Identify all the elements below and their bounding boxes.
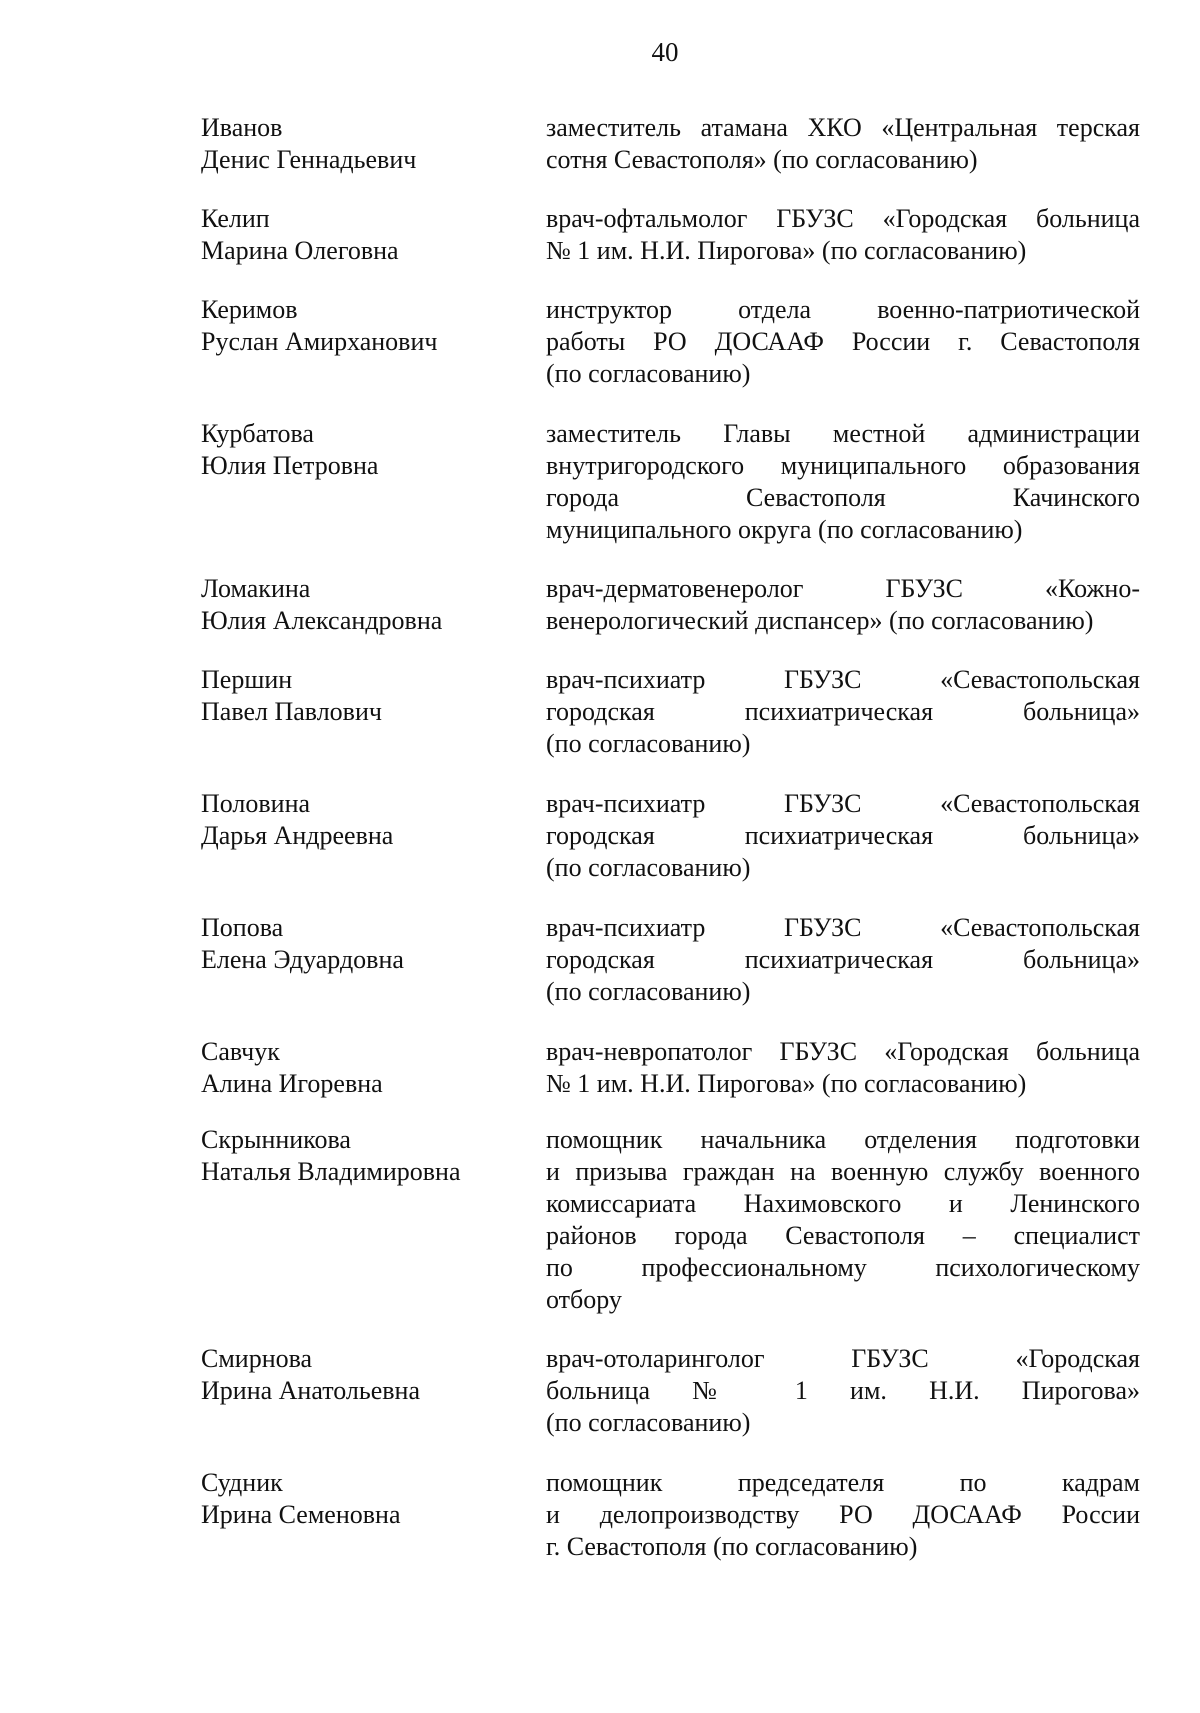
position-text-line: (по согласованию) <box>546 977 751 1006</box>
member-given-names: Наталья Владимировна <box>201 1157 461 1186</box>
member-name <box>201 203 546 267</box>
member-name <box>201 912 546 976</box>
member-name <box>201 664 546 728</box>
member-given-names: Елена Эдуардовна <box>201 945 404 974</box>
member-given-names: Марина Олеговна <box>201 236 399 265</box>
member-surname: Келип <box>201 204 270 233</box>
member-name <box>201 1343 546 1407</box>
position-text-line: городская психиатрическая больница» <box>546 821 1140 850</box>
member-given-names: Ирина Семеновна <box>201 1500 401 1529</box>
roster-entry <box>201 1467 1141 1563</box>
position-text-line: комиссариата Нахимовского и Ленинского <box>546 1189 1140 1218</box>
member-position <box>546 573 1140 637</box>
member-position <box>546 664 1140 760</box>
position-text-line: (по согласованию) <box>546 853 751 882</box>
roster-entry <box>201 912 1141 1008</box>
position-text-line: № 1 им. Н.И. Пирогова» (по согласованию) <box>546 236 1027 265</box>
position-text-line: заместитель атамана ХКО «Центральная терская <box>546 113 1140 142</box>
member-surname: Смирнова <box>201 1344 313 1373</box>
position-text-line: врач-отоларинголог ГБУЗС «Городская <box>546 1344 1140 1373</box>
position-text-line: заместитель Главы местной администрации <box>546 419 1140 448</box>
member-roster <box>201 112 1141 1563</box>
position-text-line: помощник председателя по кадрам <box>546 1468 1140 1497</box>
member-name <box>201 418 546 482</box>
position-text-line: отбору <box>546 1285 622 1314</box>
member-position <box>546 203 1140 267</box>
member-name <box>201 294 546 358</box>
member-name <box>201 788 546 852</box>
position-text-line: № 1 им. Н.И. Пирогова» (по согласованию) <box>546 1069 1027 1098</box>
member-given-names: Руслан Амирханович <box>201 327 438 356</box>
member-surname: Керимов <box>201 295 298 324</box>
member-position <box>546 788 1140 884</box>
roster-entry <box>201 294 1141 390</box>
roster-entry <box>201 1124 1141 1316</box>
member-given-names: Ирина Анатольевна <box>201 1376 420 1405</box>
position-text-line: и призыва граждан на военную службу военного <box>546 1157 1140 1186</box>
member-given-names: Дарья Андреевна <box>201 821 394 850</box>
position-text-line: венерологический диспансер» (по согласованию) <box>546 606 1094 635</box>
member-name <box>201 1036 546 1100</box>
member-position <box>546 1467 1140 1563</box>
position-text-line: инструктор отдела военно-патриотической <box>546 295 1140 324</box>
member-surname: Першин <box>201 665 293 694</box>
member-surname: Попова <box>201 913 284 942</box>
position-text-line: (по согласованию) <box>546 729 751 758</box>
member-given-names: Павел Павлович <box>201 697 382 726</box>
member-surname: Скрынникова <box>201 1125 351 1154</box>
member-position <box>546 112 1140 176</box>
position-text-line: больница № 1 им. Н.И. Пирогова» <box>546 1376 1140 1405</box>
member-position <box>546 1343 1140 1439</box>
member-surname: Половина <box>201 789 311 818</box>
position-text-line: городская психиатрическая больница» <box>546 697 1140 726</box>
member-position <box>546 1124 1140 1316</box>
member-name <box>201 1124 546 1188</box>
position-text-line: по профессиональному психологическому <box>546 1253 1140 1282</box>
member-surname: Иванов <box>201 113 283 142</box>
member-name <box>201 112 546 176</box>
position-text-line: города Севастополя Качинского <box>546 483 1140 512</box>
roster-entry <box>201 112 1141 176</box>
member-given-names: Денис Геннадьевич <box>201 145 417 174</box>
position-text-line: районов города Севастополя – специалист <box>546 1221 1140 1250</box>
member-surname: Судник <box>201 1468 283 1497</box>
position-text-line: врач-офтальмолог ГБУЗС «Городская больница <box>546 204 1140 233</box>
position-text-line: сотня Севастополя» (по согласованию) <box>546 145 978 174</box>
member-surname: Курбатова <box>201 419 314 448</box>
position-text-line: (по согласованию) <box>546 359 751 388</box>
member-position <box>546 294 1140 390</box>
position-text-line: врач-психиатр ГБУЗС «Севастопольская <box>546 789 1140 818</box>
roster-entry <box>201 664 1141 760</box>
roster-entry <box>201 203 1141 267</box>
position-text-line: муниципального округа (по согласованию) <box>546 515 1023 544</box>
roster-entry <box>201 1036 1141 1100</box>
position-text-line: врач-дерматовенеролог ГБУЗС «Кожно- <box>546 574 1140 603</box>
member-given-names: Алина Игоревна <box>201 1069 383 1098</box>
roster-entry <box>201 573 1141 637</box>
position-text-line: помощник начальника отделения подготовки <box>546 1125 1140 1154</box>
position-text-line: и делопроизводству РО ДОСААФ России <box>546 1500 1140 1529</box>
member-position <box>546 1036 1140 1100</box>
position-text-line: врач-невропатолог ГБУЗС «Городская больница <box>546 1037 1140 1066</box>
position-text-line: врач-психиатр ГБУЗС «Севастопольская <box>546 913 1140 942</box>
member-name <box>201 573 546 637</box>
roster-entry <box>201 788 1141 884</box>
position-text-line: врач-психиатр ГБУЗС «Севастопольская <box>546 665 1140 694</box>
page-number: 40 <box>651 37 679 67</box>
position-text-line: внутригородского муниципального образования <box>546 451 1140 480</box>
member-given-names: Юлия Александровна <box>201 606 443 635</box>
member-position <box>546 912 1140 1008</box>
roster-entry <box>201 418 1141 546</box>
roster-entry <box>201 1343 1141 1439</box>
member-position <box>546 418 1140 546</box>
member-surname: Ломакина <box>201 574 311 603</box>
position-text-line: (по согласованию) <box>546 1408 751 1437</box>
position-text-line: городская психиатрическая больница» <box>546 945 1140 974</box>
member-given-names: Юлия Петровна <box>201 451 379 480</box>
position-text-line: г. Севастополя (по согласованию) <box>546 1532 918 1561</box>
member-name <box>201 1467 546 1531</box>
position-text-line: работы РО ДОСААФ России г. Севастополя <box>546 327 1140 356</box>
member-surname: Савчук <box>201 1037 280 1066</box>
